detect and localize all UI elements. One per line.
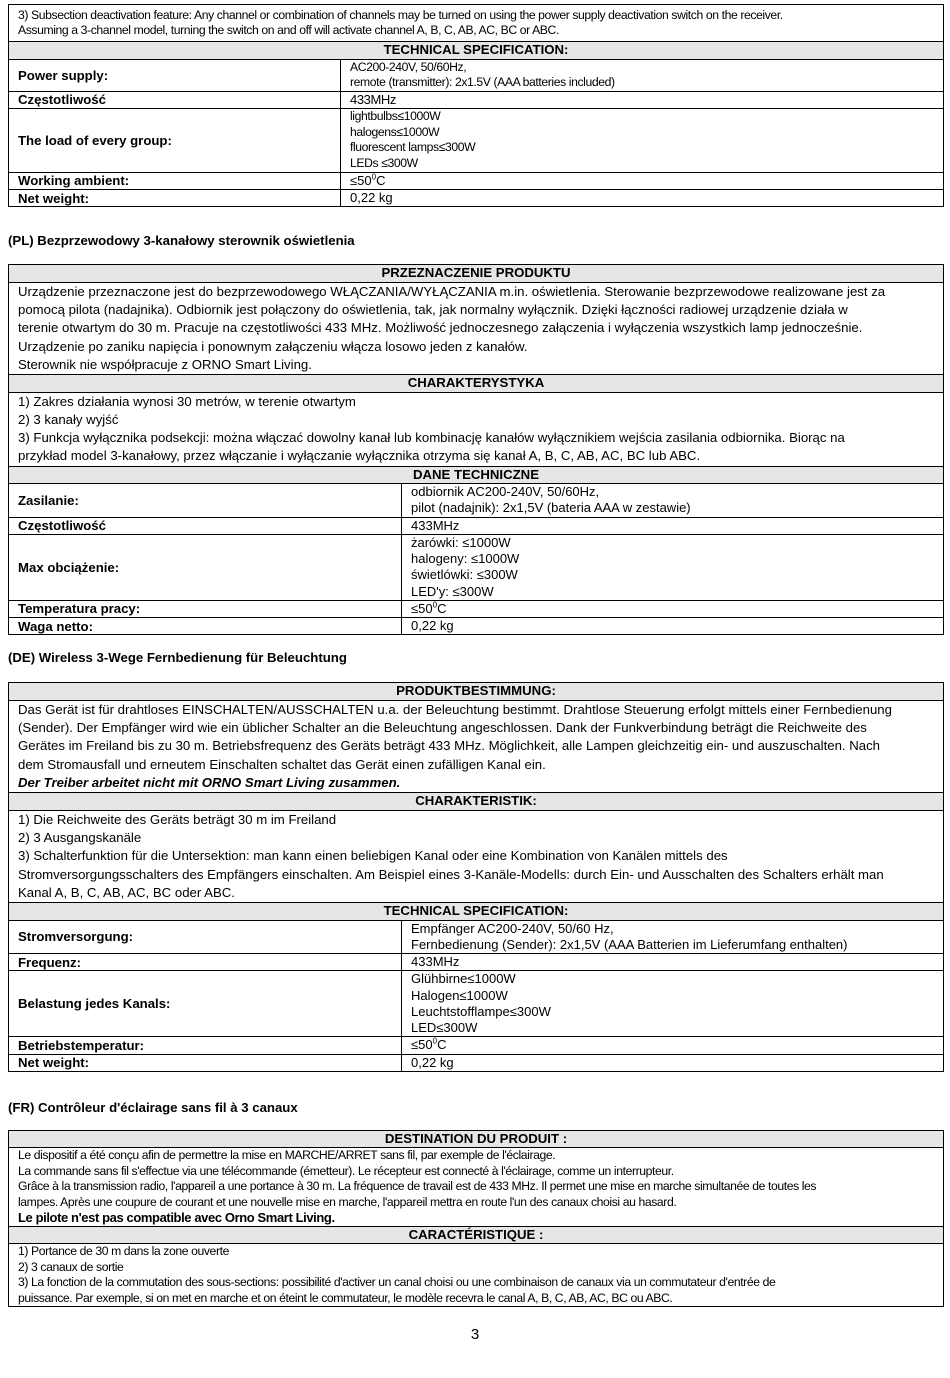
de-power-line: Empfänger AC200-240V, 50/60 Hz, xyxy=(411,920,614,936)
de-section-title: (DE) Wireless 3-Wege Fernbedienung für Beleuchtung xyxy=(8,650,347,666)
fr-char-line: puissance. Par exemple, si on met en marche et on éteint le commutateur, le modèle recevra le canal A, B, C, AB, AC, BC ou ABC. xyxy=(18,1290,673,1305)
fr-purpose-line: La commande sans fil s'effectue via une télécommande (émetteur). Le récepteur est connecté à l'éclairage, comme un interrupteur. xyxy=(18,1163,674,1178)
de-purpose-line: Gerätes im Freiland bis zu 30 m. Betriebsfrequenz des Geräts beträgt 433 MHz. Möglichkeit, alle Lampen gleichzeitig ein- und auszuschalten. Nach xyxy=(18,738,881,754)
en-load-line: halogens≤1000W xyxy=(350,124,440,139)
en-ambient-value: $\le 50^0C$ xyxy=(341,172,944,189)
pl-purpose-line: Sterownik nie współpracuje z ORNO Smart Living. xyxy=(18,356,312,372)
pl-char-line: 3) Funkcja wyłącznika podsekcji: można włączać dowolny kanał lub kombinację kanałów wyłącznikiem wejścia zasilania odbiornika. Biorąc na xyxy=(18,430,845,446)
de-char-line: 2) 3 Ausgangskanäle xyxy=(18,830,142,846)
fr-purpose-header: DESTINATION DU PRODUIT : xyxy=(9,1130,944,1148)
fr-table xyxy=(8,1130,944,1308)
en-intro-line: 3) Subsection deactivation feature: Any channel or combination of channels may be turned on using the power supply deactivation switch on the receiver. xyxy=(18,7,783,22)
de-table xyxy=(8,682,944,1071)
fr-char-text xyxy=(9,1244,944,1307)
fr-purpose-line: Le pilote n'est pas compatible avec Orno Smart Living. xyxy=(18,1210,335,1226)
de-char-line: Stromversorgungsschalters des Empfängers einschalten. Am Beispiel eines 3-Kanäle-Modells: durch Ein- und Ausschalten des Schalters erhält man xyxy=(18,866,884,882)
de-load-line: Leuchtstofflampe≤300W xyxy=(411,1003,551,1019)
de-load-line: Glühbirne≤1000W xyxy=(411,971,516,987)
de-purpose-line: dem Stromausfall und erneutem Einschalten schaltet das Gerät einen zufälligen Kanal ein. xyxy=(18,756,546,772)
de-freq-label: Frequenz: xyxy=(9,954,402,971)
de-power-value xyxy=(402,920,944,953)
pl-section-title: (PL) Bezprzewodowy 3-kanałowy sterownik oświetlenia xyxy=(8,233,355,249)
pl-char-line: przykład model 3-kanałowy, przez włączanie i wyłączanie wyłącznika otrzyma się kanał A, B, C, AB, AC, BC lub ABC. xyxy=(18,448,701,464)
de-char-line: 1) Die Reichweite des Geräts beträgt 30 m im Freiland xyxy=(18,811,337,827)
pl-freq-label: Częstotliwość xyxy=(9,517,402,534)
de-purpose-line: Das Gerät ist für drahtloses EINSCHALTEN/AUSSCHALTEN u.a. der Beleuchtung bestimmt. Drahtlose Steuerung erfolgt mittels einer Fernbedienung xyxy=(18,701,892,717)
pl-purpose-line: Urządzenie po zaniku napięcia i ponownym załączeniu włącza losowo jeden z kanałów. xyxy=(18,338,528,354)
de-char-header: CHARAKTERISTIK: xyxy=(9,793,944,811)
fr-char-header: CARACTÉRISTIQUE : xyxy=(9,1226,944,1244)
en-power-line: AC200-240V, 50/60Hz, xyxy=(350,59,467,74)
pl-load-value xyxy=(402,534,944,600)
pl-char-header: CHARAKTERYSTYKA xyxy=(9,375,944,393)
pl-purpose-line: terenie otwartym do 30 m. Pracuje na częstotliwości 433 MHz. Możliwość jednoczesnego załączenia i wyłączenia wszystkich lamp jednocześnie. xyxy=(18,320,863,336)
en-ambient-label: Working ambient: xyxy=(9,172,341,189)
fr-purpose-line: lampes. Après une coupure de courant et une nouvelle mise en marche, l'appareil mettra en route l'un des canaux choisi au hasard. xyxy=(18,1194,677,1209)
pl-weight-label: Waga netto: xyxy=(9,618,402,635)
de-load-label: Belastung jedes Kanals: xyxy=(9,971,402,1037)
fr-char-line: 1) Portance de 30 m dans la zone ouverte xyxy=(18,1244,229,1259)
pl-purpose-line: Urządzenie przeznaczone jest do bezprzewodowego WŁĄCZANIA/WYŁĄCZANIA m.in. oświetlenia. Sterowanie bezprzewodowe realizowane jest za xyxy=(18,283,886,299)
de-temp-value: $\le 50^0C$ xyxy=(402,1037,944,1054)
de-purpose-line: Der Treiber arbeitet nicht mit ORNO Smart Living zusammen. xyxy=(18,774,401,790)
en-power-value xyxy=(341,59,944,91)
fr-char-line: 3) La fonction de la commutation des sous-sections: possibilité d'activer un canal choisi ou une combinaison de canaux via un commutateur d'entrée de xyxy=(18,1275,776,1290)
pl-power-label: Zasilanie: xyxy=(9,484,402,517)
fr-section-title: (FR) Contrôleur d'éclairage sans fil à 3 canaux xyxy=(8,1099,298,1115)
en-freq-value: 433MHz xyxy=(341,91,944,108)
en-load-line: LEDs ≤300W xyxy=(350,155,418,170)
en-load-line: fluorescent lamps≤300W xyxy=(350,140,476,155)
pl-load-label: Max obciążenie: xyxy=(9,534,402,600)
pl-power-line: pilot (nadajnik): 2x1,5V (bateria AAA w zestawie) xyxy=(411,500,691,516)
de-load-value xyxy=(402,971,944,1037)
pl-freq-value: 433MHz xyxy=(402,517,944,534)
de-purpose-header: PRODUKTBESTIMMUNG: xyxy=(9,683,944,701)
pl-load-line: halogeny: ≤1000W xyxy=(411,551,520,567)
de-power-label: Stromversorgung: xyxy=(9,920,402,953)
en-intro-line: Assuming a 3-channel model, turning the switch on and off will activate channel A, B, C, AB, AC, BC or ABC. xyxy=(18,23,559,37)
document-page xyxy=(8,4,944,1307)
de-weight-value: 0,22 kg xyxy=(402,1054,944,1071)
fr-purpose-line: Grâce à la transmission radio, l'appareil a une portance à 30 m. La fréquence de travail est de 433 MHz. Il permet une mise en marche simultanée de toutes les xyxy=(18,1179,817,1194)
pl-char-text xyxy=(9,392,944,466)
en-freq-label: Częstotliwość xyxy=(9,91,341,108)
pl-purpose-header: PRZEZNACZENIE PRODUKTU xyxy=(9,265,944,283)
de-weight-label: Net weight: xyxy=(9,1054,402,1071)
en-weight-label: Net weight: xyxy=(9,189,341,206)
pl-spec-header: DANE TECHNICZNE xyxy=(9,466,944,484)
en-power-line: remote (transmitter): 2x1.5V (AAA batteries included) xyxy=(350,75,615,89)
fr-char-line: 2) 3 canaux de sortie xyxy=(18,1259,124,1274)
pl-purpose-line: pomocą pilota (nadajnika). Odbiornik jest połączony do oświetlenia, tak, jak normalny wyłącznik. Dzięki łączności radiowej urządzenie działa w xyxy=(18,301,848,317)
de-char-text xyxy=(9,810,944,902)
pl-purpose-text xyxy=(9,282,944,374)
en-spec-header: TECHNICAL SPECIFICATION: xyxy=(9,42,944,60)
en-intro-cell xyxy=(9,5,944,42)
pl-temp-value: $\le 50^0C$ xyxy=(402,600,944,617)
de-purpose-line: (Sender). Der Empfänger wird wie ein üblicher Schalter an die Beleuchtung angeschlossen. Dank der Funkverbindung beträgt die Reichweite des xyxy=(18,720,867,736)
pl-power-value xyxy=(402,484,944,517)
pl-char-line: 1) Zakres działania wynosi 30 metrów, w terenie otwartym xyxy=(18,393,356,409)
en-power-label: Power supply: xyxy=(9,59,341,91)
pl-power-line: odbiornik AC200-240V, 50/60Hz, xyxy=(411,484,600,500)
en-weight-value: 0,22 kg xyxy=(341,189,944,206)
pl-table xyxy=(8,264,944,635)
de-power-line: Fernbedienung (Sender): 2x1,5V (AAA Batterien im Lieferumfang enthalten) xyxy=(411,936,848,952)
de-purpose-text xyxy=(9,700,944,792)
de-temp-label: Betriebstemperatur: xyxy=(9,1037,402,1054)
de-char-line: 3) Schalterfunktion für die Untersektion: man kann einen beliebigen Kanal oder eine Kombination von Kanälen mittels des xyxy=(18,848,728,864)
pl-load-line: LED'y: ≤300W xyxy=(411,583,494,599)
pl-weight-value: 0,22 kg xyxy=(402,618,944,635)
en-spec-table xyxy=(8,4,944,207)
de-char-line: Kanal A, B, C, AB, AC, BC oder ABC. xyxy=(18,884,235,900)
pl-load-line: żarówki: ≤1000W xyxy=(411,534,511,550)
en-load-value xyxy=(341,108,944,172)
de-freq-value: 433MHz xyxy=(402,954,944,971)
fr-purpose-text xyxy=(9,1148,944,1227)
page-number: 3 xyxy=(470,1326,480,1343)
en-load-line: lightbulbs≤1000W xyxy=(350,109,441,124)
fr-purpose-line: Le dispositif a été conçu afin de permettre la mise en MARCHE/ARRET sans fil, par exemple de l'éclairage. xyxy=(18,1148,556,1163)
pl-temp-label: Temperatura pracy: xyxy=(9,600,402,617)
pl-char-line: 2) 3 kanały wyjść xyxy=(18,411,119,427)
de-load-line: LED≤300W xyxy=(411,1020,478,1036)
en-load-label: The load of every group: xyxy=(9,108,341,172)
pl-load-line: świetlówki: ≤300W xyxy=(411,567,518,583)
de-load-line: Halogen≤1000W xyxy=(411,987,508,1003)
de-spec-header: TECHNICAL SPECIFICATION: xyxy=(9,903,944,921)
